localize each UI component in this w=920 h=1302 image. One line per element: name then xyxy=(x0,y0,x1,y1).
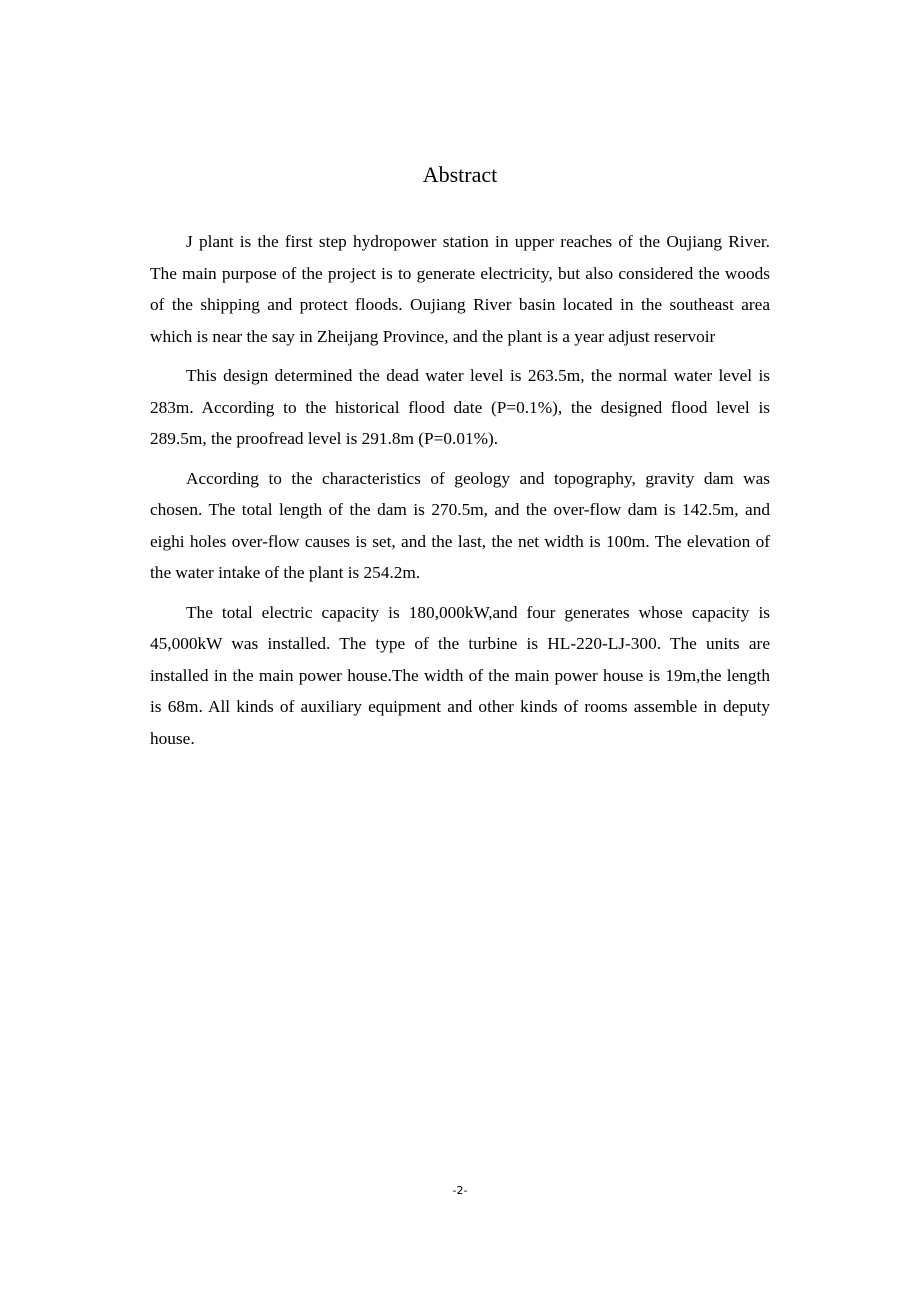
page-title: Abstract xyxy=(422,162,498,187)
abstract-paragraph-3: According to the characteristics of geology and topography, gravity dam was chosen. The total length of the dam is 270.5m, and the over-flow dam is 142.5m, and eighi holes over-flow causes is set, and the last, the net width is 100m. The elevation of the water intake of the plant is 254.2m. xyxy=(150,468,770,582)
page-number: -2- xyxy=(452,1184,468,1197)
abstract-paragraph-4: The total electric capacity is 180,000kW,and four generates whose capacity is 45,000kW was installed. The type of the turbine is HL-220-LJ-300. The units are installed in the main power house.The width of the main power house is 19m,the length is 68m. All kinds of auxiliary equipment and other kinds of rooms assemble in deputy house. xyxy=(150,602,770,748)
abstract-paragraph-1: J plant is the first step hydropower station in upper reaches of the Oujiang River. The main purpose of the project is to generate electricity, but also considered the woods of the shipping and protect floods. Oujiang River basin located in the southeast area which is near the say in Zheijang Province, and the plant is a year adjust reservoir xyxy=(150,232,770,346)
abstract-paragraph-2: This design determined the dead water level is 263.5m, the normal water level is 283m. According to the historical flood date (P=0.1%), the designed flood level is 289.5m, the proofread level is 291.8m (P=0.01%). xyxy=(150,366,770,448)
abstract-body xyxy=(150,226,770,762)
